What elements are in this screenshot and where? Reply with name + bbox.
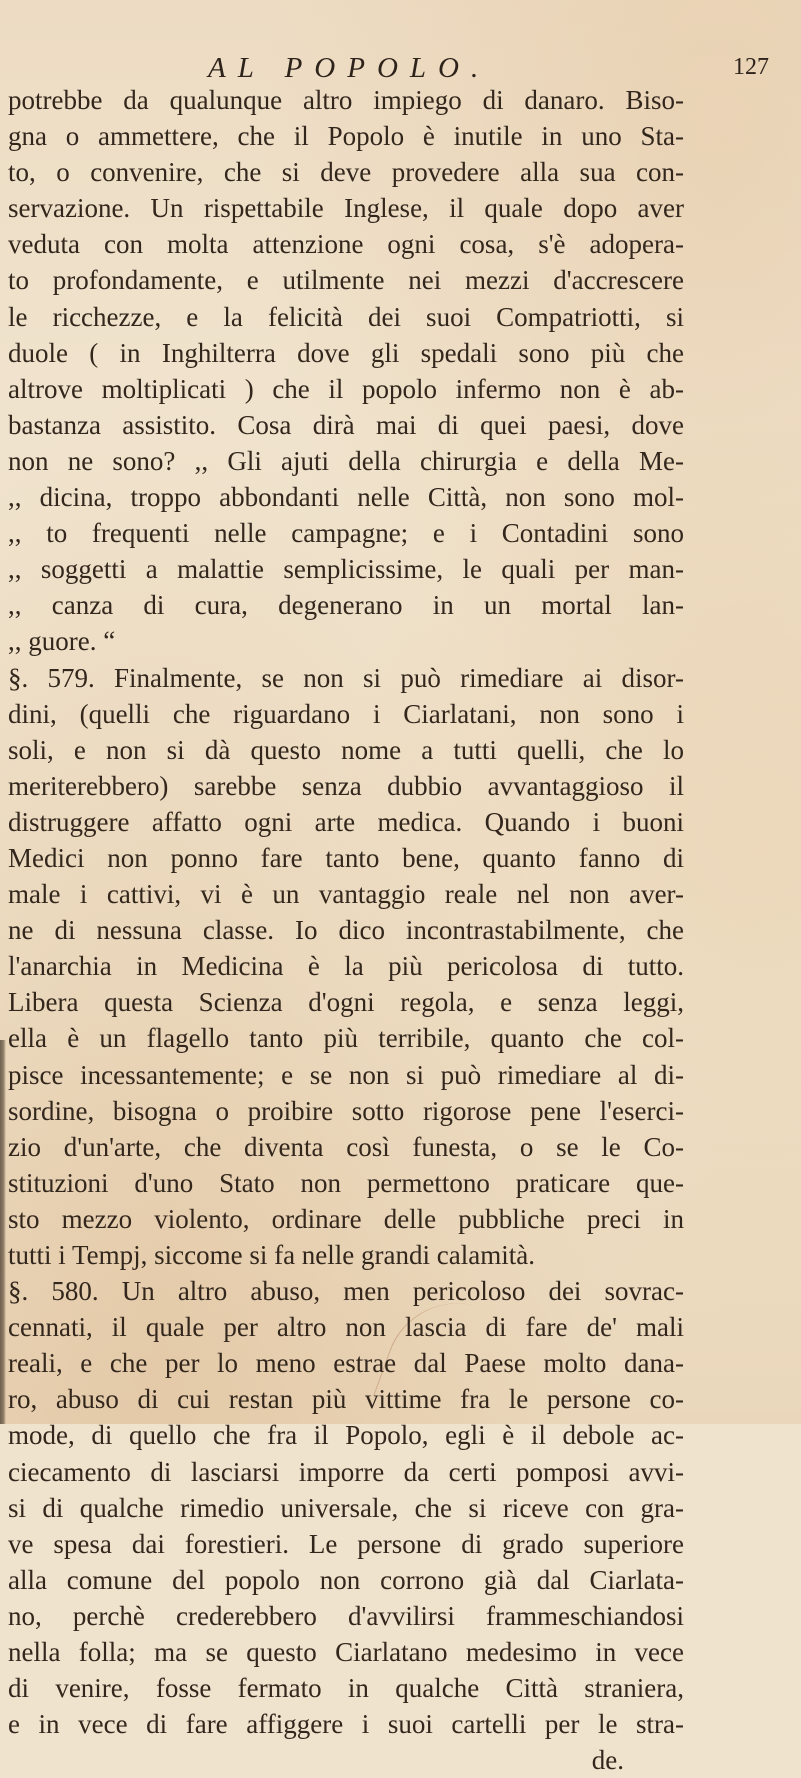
text-line: mode, di quello che fra il Popolo, egli è il debole ac- (8, 1420, 684, 1451)
text-line: non ne sono? ,, Gli ajuti della chirurgia e della Me- (8, 445, 684, 476)
text-line: Medici non ponno fare tanto bene, quanto fanno di (8, 842, 684, 873)
text-line: ,, dicina, troppo abbondanti nelle Città, non sono mol- (8, 482, 684, 513)
text-line: ,, soggetti a malattie semplicissime, le quali per man- (8, 554, 684, 585)
text-line: le ricchezze, e la felicità dei suoi Compatriotti, si (8, 301, 684, 332)
binding-edge (0, 1040, 6, 1424)
text-line: ,, guore. “ (8, 626, 116, 657)
text-line: altrove moltiplicati ) che il popolo infermo non è ab- (8, 373, 684, 404)
text-line: ella è un flagello tanto più terribile, quanto che col- (8, 1023, 684, 1054)
running-title: AL POPOLO. (208, 52, 491, 84)
text-line: ,, to frequenti nelle campagne; e i Contadini sono (8, 518, 684, 549)
text-line: ciecamento di lasciarsi imporre da certi pomposi avvi- (8, 1456, 684, 1487)
text-line: veduta con molta attenzione ogni cosa, s'è adopera- (8, 229, 684, 260)
text-line: duole ( in Inghilterra dove gli spedali sono più che (8, 337, 684, 368)
text-line: servazione. Un rispettabile Inglese, il quale dopo aver (8, 193, 684, 224)
text-line: to profondamente, e utilmente nei mezzi d'accrescere (8, 265, 684, 296)
text-line: soli, e non si dà questo nome a tutti quelli, che lo (8, 734, 684, 765)
text-line: ne di nessuna classe. Io dico incontrastabilmente, che (8, 915, 684, 946)
text-line: Libera questa Scienza d'ogni regola, e senza leggi, (8, 987, 684, 1018)
text-line: sto mezzo violento, ordinare delle pubbliche preci in (8, 1203, 684, 1234)
text-line: bastanza assistito. Cosa dirà mai di quei paesi, dove (8, 409, 684, 440)
catchword: de. (591, 1745, 624, 1776)
text-line: meriterebbero) sarebbe senza dubbio avvantaggioso il (8, 770, 684, 801)
page-header (0, 52, 801, 86)
text-line: alla comune del popolo non corrono già dal Ciarlata- (8, 1564, 684, 1595)
text-line: distruggere affatto ogni arte medica. Quando i buoni (8, 806, 684, 837)
text-line: tutti i Tempj, siccome si fa nelle grandi calamità. (8, 1240, 535, 1270)
text-line: ,, canza di cura, degenerano in un mortal lan- (8, 590, 684, 621)
text-line: ro, abuso di cui restan più vittime fra le persone co- (8, 1384, 684, 1415)
text-line: nella folla; ma se questo Ciarlatano medesimo in vece (8, 1637, 684, 1668)
text-line: si di qualche rimedio universale, che si riceve con gra- (8, 1492, 684, 1523)
text-line: zio d'un'arte, che diventa così funesta, o se le Co- (8, 1131, 684, 1162)
text-line: cennati, il quale per altro non lascia di fare de' mali (8, 1312, 684, 1343)
text-line: sordine, bisogna o proibire sotto rigorose pene l'eserci- (8, 1095, 684, 1126)
page-number: 127 (733, 54, 769, 80)
text-line: no, perchè crederebbero d'avvilirsi frammeschiandosi (8, 1600, 684, 1631)
text-line: gna o ammettere, che il Popolo è inutile in uno Sta- (8, 121, 684, 152)
body-text (8, 82, 684, 1778)
text-line: to, o convenire, che si deve provedere alla sua con- (8, 157, 684, 188)
text-line: ve spesa dai forestieri. Le persone di grado superiore (8, 1528, 684, 1559)
paragraph-579-start: §. 579. Finalmente, se non si può rimediare ai disor- (8, 662, 684, 693)
text-line: di venire, fosse fermato in qualche Città straniera, (8, 1673, 684, 1704)
text-line: dini, (quelli che riguardano i Ciarlatani, non sono i (8, 698, 684, 729)
paragraph-580-start: §. 580. Un altro abuso, men pericoloso dei sovrac- (8, 1276, 684, 1307)
text-line: e in vece di fare affiggere i suoi cartelli per le stra- (8, 1709, 684, 1740)
text-line: l'anarchia in Medicina è la più pericolosa di tutto. (8, 951, 684, 982)
text-line: reali, e che per lo meno estrae dal Paese molto dana- (8, 1348, 684, 1379)
text-line: pisce incessantemente; e se non si può rimediare al di- (8, 1059, 684, 1090)
text-line: stituzioni d'uno Stato non permettono praticare que- (8, 1167, 684, 1198)
text-line: male i cattivi, vi è un vantaggio reale nel non aver- (8, 879, 684, 910)
text-line: potrebbe da qualunque altro impiego di danaro. Biso- (8, 85, 684, 115)
